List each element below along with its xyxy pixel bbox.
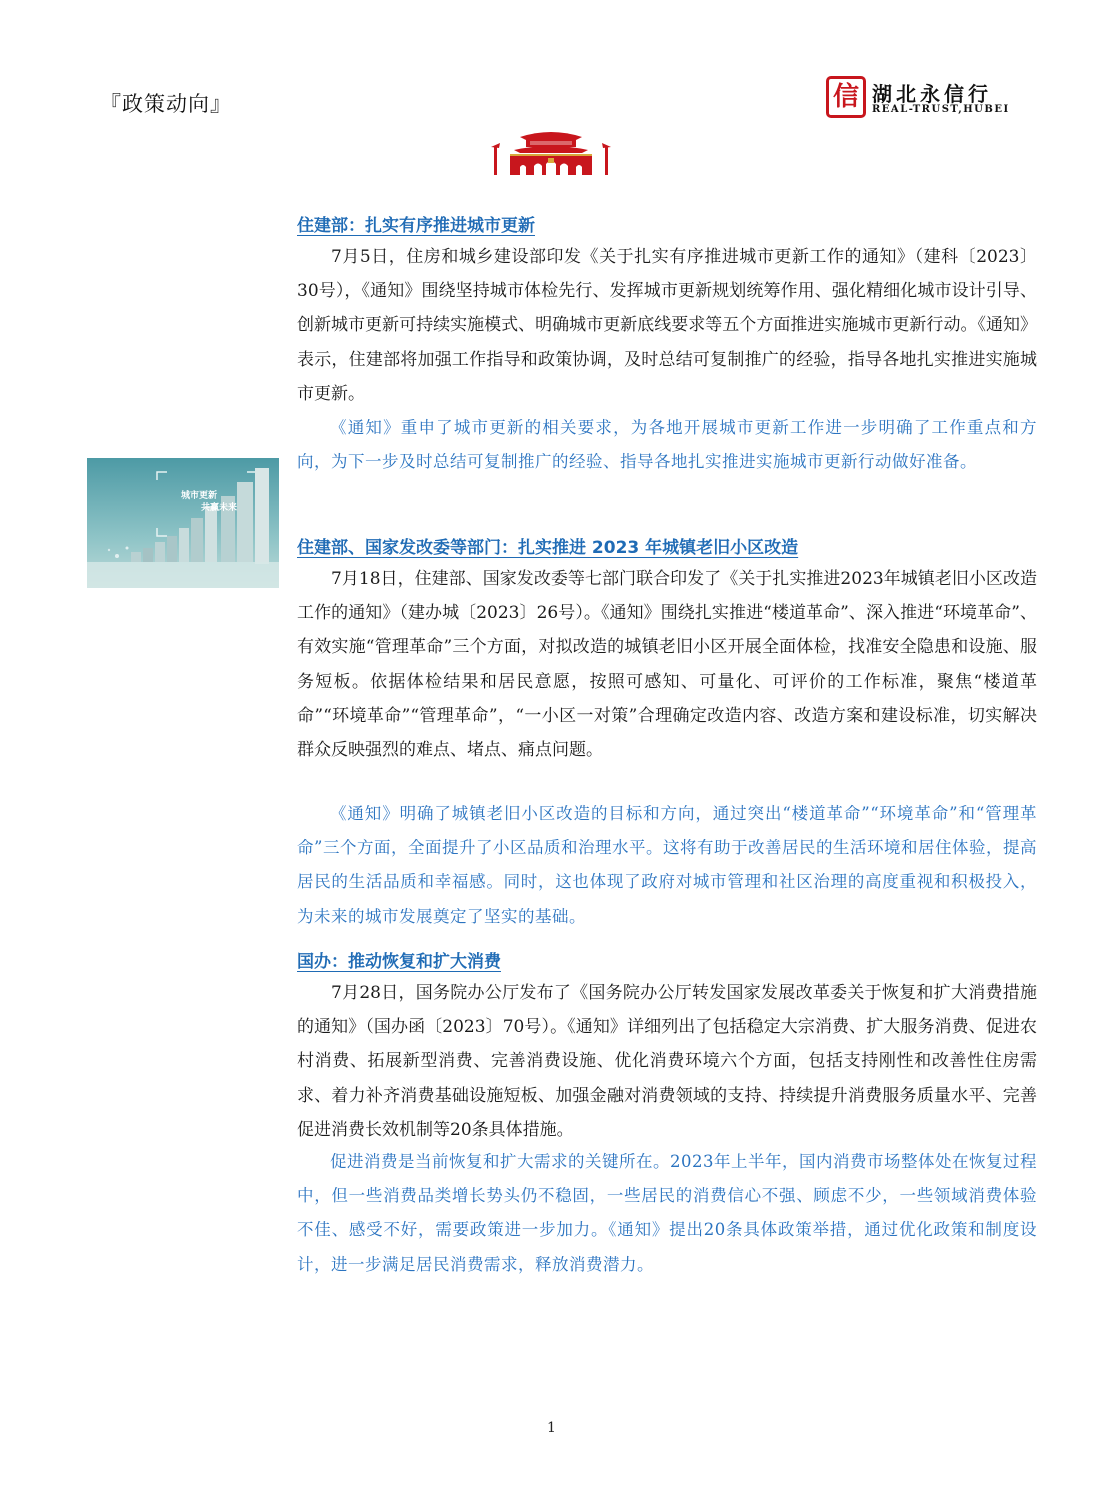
logo-mark-icon: 信 (826, 76, 866, 118)
logo-english-name: REAL-TRUST,HUBEI (872, 104, 1010, 115)
section-2-title: 住建部、国家发改委等部门：扎实推进 2023 年城镇老旧小区改造 (297, 538, 799, 558)
company-logo (826, 76, 1036, 122)
tiananmen-gate-icon (490, 125, 612, 177)
logo-chinese-name: 湖北永信行 (872, 82, 992, 106)
section-1-commentary: 《通知》重申了城市更新的相关要求，为各地开展城市更新工作进一步明确了工作重点和方向，为下一步及时总结可复制推广的经验、指导各地扎实推进实施城市更新行动做好准备。 (297, 418, 1037, 472)
page-section-title: 『政策动向』 (100, 92, 232, 116)
city-renewal-illustration (87, 458, 279, 588)
section-1-title: 住建部：扎实有序推进城市更新 (297, 216, 535, 236)
illustration-line2: 共赢未来 (201, 503, 238, 513)
section-2-body: 7月18日，住建部、国家发改委等七部门联合印发了《关于扎实推进2023年城镇老旧小区改造工作的通知》（建办城〔2023〕26号）。《通知》围绕扎实推进“楼道革命”、深入推进“环境革命”、有效实施“管理革命”三个方面，对拟改造的城镇老旧小区开展全面体检，找准安全隐患和设施、服务短板。依据体检结果和居民意愿，按照可感知、可量化、可评价的工作标准，聚焦“楼道革命”“环境革命”“管理革命”，“一小区一对策”合理确定改造内容、改造方案和建设标准，切实解决群众反映强烈的难点、堵点、痛点问题。 (297, 569, 1037, 761)
section-2-commentary: 《通知》明确了城镇老旧小区改造的目标和方向，通过突出“楼道革命”“环境革命”和“管理革命”三个方面，全面提升了小区品质和治理水平。这将有助于改善居民的生活环境和居住体验，提高居民的生活品质和幸福感。同时，这也体现了政府对城市管理和社区治理的高度重视和积极投入，为未来的城市发展奠定了坚实的基础。 (297, 804, 1037, 926)
section-3-commentary: 促进消费是当前恢复和扩大需求的关键所在。2023年上半年，国内消费市场整体处在恢复过程中，但一些消费品类增长势头仍不稳固，一些居民的消费信心不强、顾虑不少，一些领域消费体验不佳、感受不好，需要政策进一步加力。《通知》提出20条具体政策举措，通过优化政策和制度设计，进一步满足居民消费需求，释放消费潜力。 (297, 1152, 1037, 1274)
section-3-title: 国办：推动恢复和扩大消费 (297, 952, 501, 972)
section-1-body: 7月5日，住房和城乡建设部印发《关于扎实有序推进城市更新工作的通知》（建科〔2023〕30号），《通知》围绕坚持城市体检先行、发挥城市更新规划统筹作用、强化精细化城市设计引导、创新城市更新可持续实施模式、明确城市更新底线要求等五个方面推进实施城市更新行动。《通知》表示，住建部将加强工作指导和政策协调，及时总结可复制推广的经验，指导各地扎实推进实施城市更新。 (297, 247, 1037, 404)
section-3-body: 7月28日，国务院办公厅发布了《国务院办公厅转发国家发展改革委关于恢复和扩大消费措施的通知》（国办函〔2023〕70号）。《通知》详细列出了包括稳定大宗消费、扩大服务消费、促进农村消费、拓展新型消费、完善消费设施、优化消费环境六个方面，包括支持刚性和改善性住房需求、着力补齐消费基础设施短板、加强金融对消费领域的支持、持续提升消费服务质量水平、完善促进消费长效机制等20条具体措施。 (297, 983, 1037, 1140)
page-number: 1 (547, 1420, 556, 1436)
illustration-line1: 城市更新 (181, 491, 218, 501)
